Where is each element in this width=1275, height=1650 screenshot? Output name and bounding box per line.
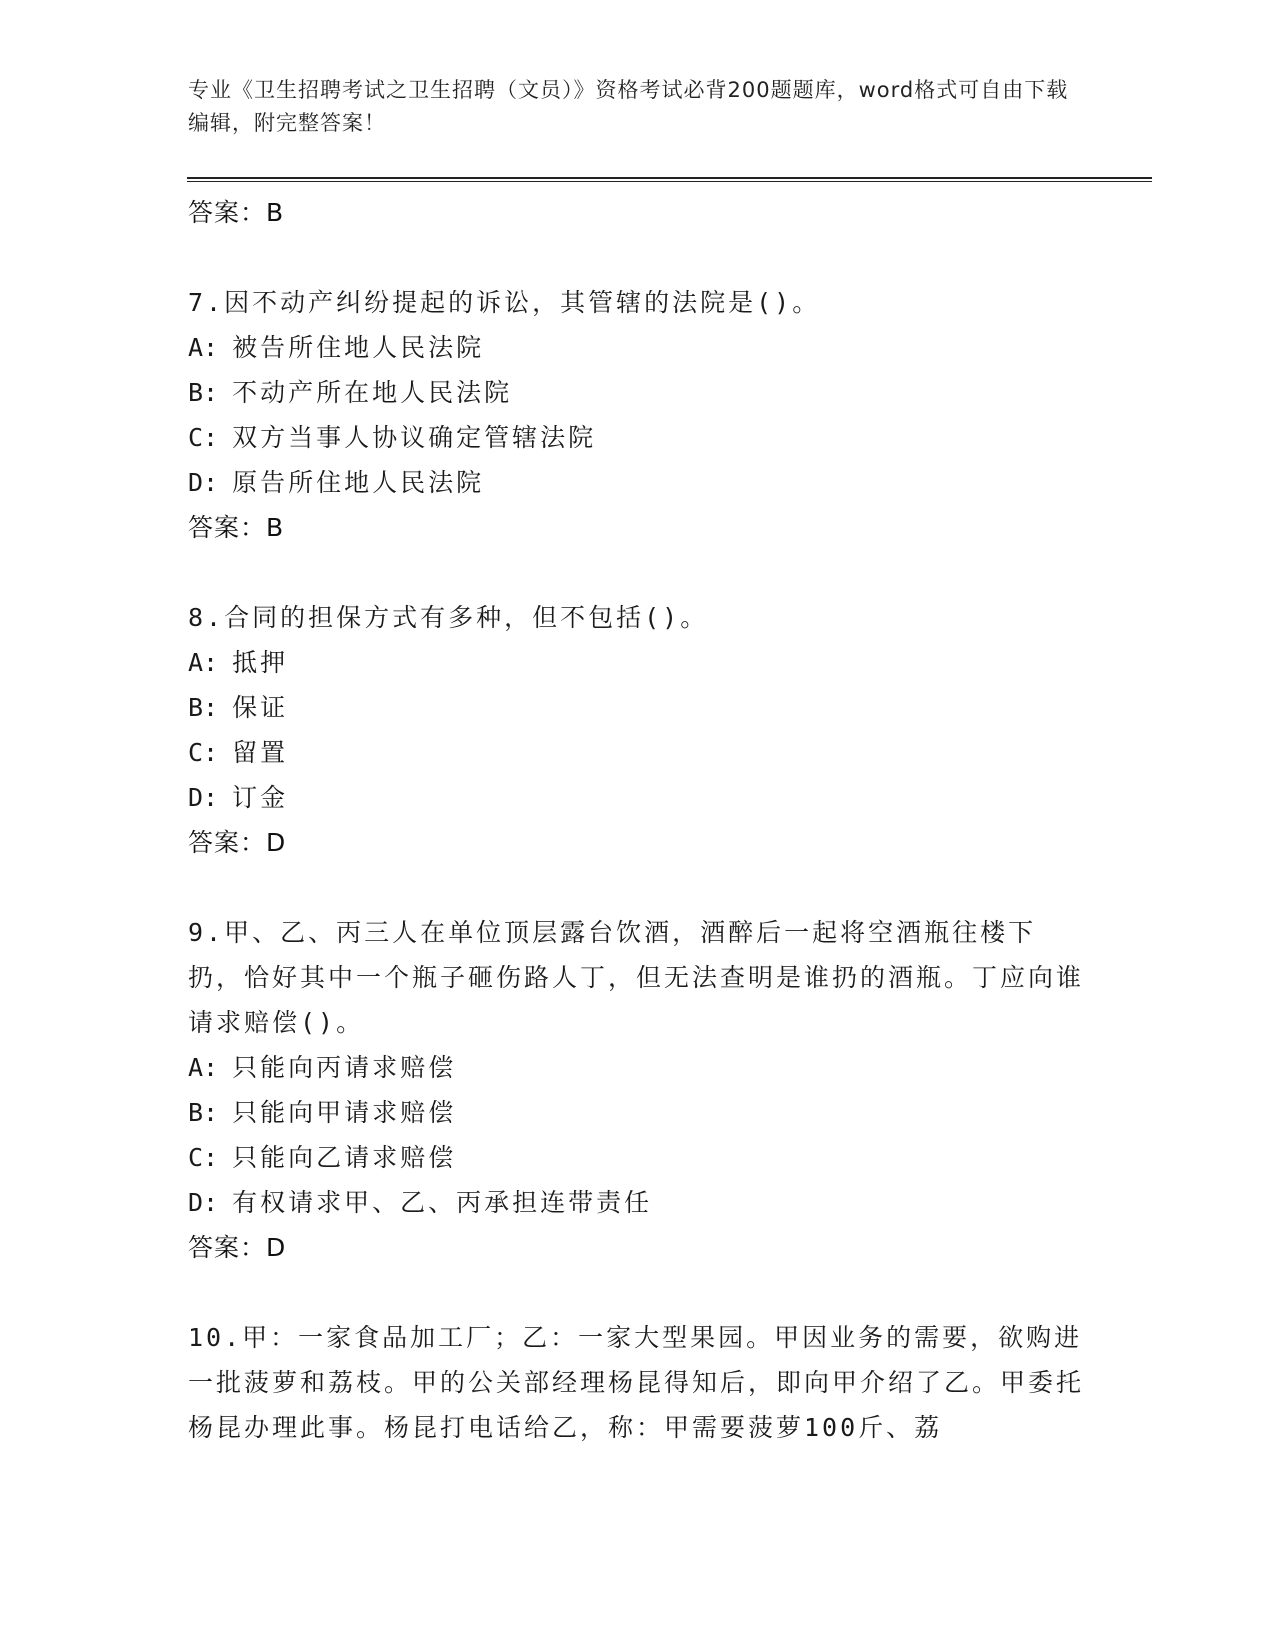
question-9 — [188, 910, 1088, 1270]
question-text: 10.甲：一家食品加工厂；乙：一家大型果园。甲因业务的需要，欲购进一批菠萝和荔枝。甲的公关部经理杨昆得知后，即向甲介绍了乙。甲委托杨昆办理此事。杨昆打电话给乙，称：甲需要菠萝100斤、荔 — [188, 1323, 1085, 1442]
option-c — [188, 730, 1088, 775]
option-text: 双方当事人协议确定管辖法院 — [232, 423, 597, 452]
option-text: 订金 — [232, 783, 289, 812]
option-c — [188, 415, 1088, 460]
option-b — [188, 1090, 1088, 1135]
option-text: 保证 — [232, 693, 289, 722]
question-text: 9.甲、乙、丙三人在单位顶层露台饮酒，酒醉后一起将空酒瓶往楼下扔，恰好其中一个瓶子砸伤路人丁，但无法查明是谁扔的酒瓶。丁应向谁请求赔偿()。 — [188, 918, 1085, 1037]
option-b — [188, 685, 1088, 730]
option-text: 原告所住地人民法院 — [232, 468, 485, 497]
option-d — [188, 775, 1088, 820]
option-d — [188, 1180, 1088, 1225]
question-text: 8.合同的担保方式有多种，但不包括()。 — [188, 603, 709, 632]
option-a — [188, 640, 1088, 685]
option-label: A: — [188, 1053, 219, 1082]
option-text: 被告所住地人民法院 — [232, 333, 485, 362]
option-c — [188, 1135, 1088, 1180]
header-divider — [187, 177, 1152, 182]
question-7 — [188, 280, 1088, 550]
option-label: D: — [188, 468, 219, 497]
answer-line: 答案：D — [188, 1233, 287, 1262]
question-text: 7.因不动产纠纷提起的诉讼，其管辖的法院是()。 — [188, 288, 821, 317]
option-label: C: — [188, 1143, 219, 1172]
option-label: A: — [188, 648, 219, 677]
option-label: C: — [188, 738, 219, 767]
option-label: D: — [188, 1188, 219, 1217]
option-text: 只能向乙请求赔偿 — [232, 1143, 457, 1172]
option-b — [188, 370, 1088, 415]
answer-line: 答案：B — [188, 198, 285, 227]
option-label: C: — [188, 423, 219, 452]
option-text: 有权请求甲、乙、丙承担连带责任 — [232, 1188, 653, 1217]
option-text: 抵押 — [232, 648, 289, 677]
answer-line: 答案：B — [188, 513, 285, 542]
option-label: B: — [188, 378, 219, 407]
option-a — [188, 325, 1088, 370]
question-8 — [188, 595, 1088, 865]
option-label: D: — [188, 783, 219, 812]
page-header — [188, 74, 1088, 140]
option-text: 只能向丙请求赔偿 — [232, 1053, 457, 1082]
header-text: 专业《卫生招聘考试之卫生招聘（文员）》资格考试必背200题题库，word格式可自由下载编辑，附完整答案！ — [188, 78, 1069, 135]
answer-line: 答案：D — [188, 828, 287, 857]
option-text: 只能向甲请求赔偿 — [232, 1098, 457, 1127]
option-label: B: — [188, 693, 219, 722]
option-a — [188, 1045, 1088, 1090]
question-10 — [188, 1315, 1088, 1450]
option-text: 不动产所在地人民法院 — [232, 378, 513, 407]
option-d — [188, 460, 1088, 505]
option-label: B: — [188, 1098, 219, 1127]
option-label: A: — [188, 333, 219, 362]
document-body — [188, 190, 1088, 1450]
option-text: 留置 — [232, 738, 289, 767]
